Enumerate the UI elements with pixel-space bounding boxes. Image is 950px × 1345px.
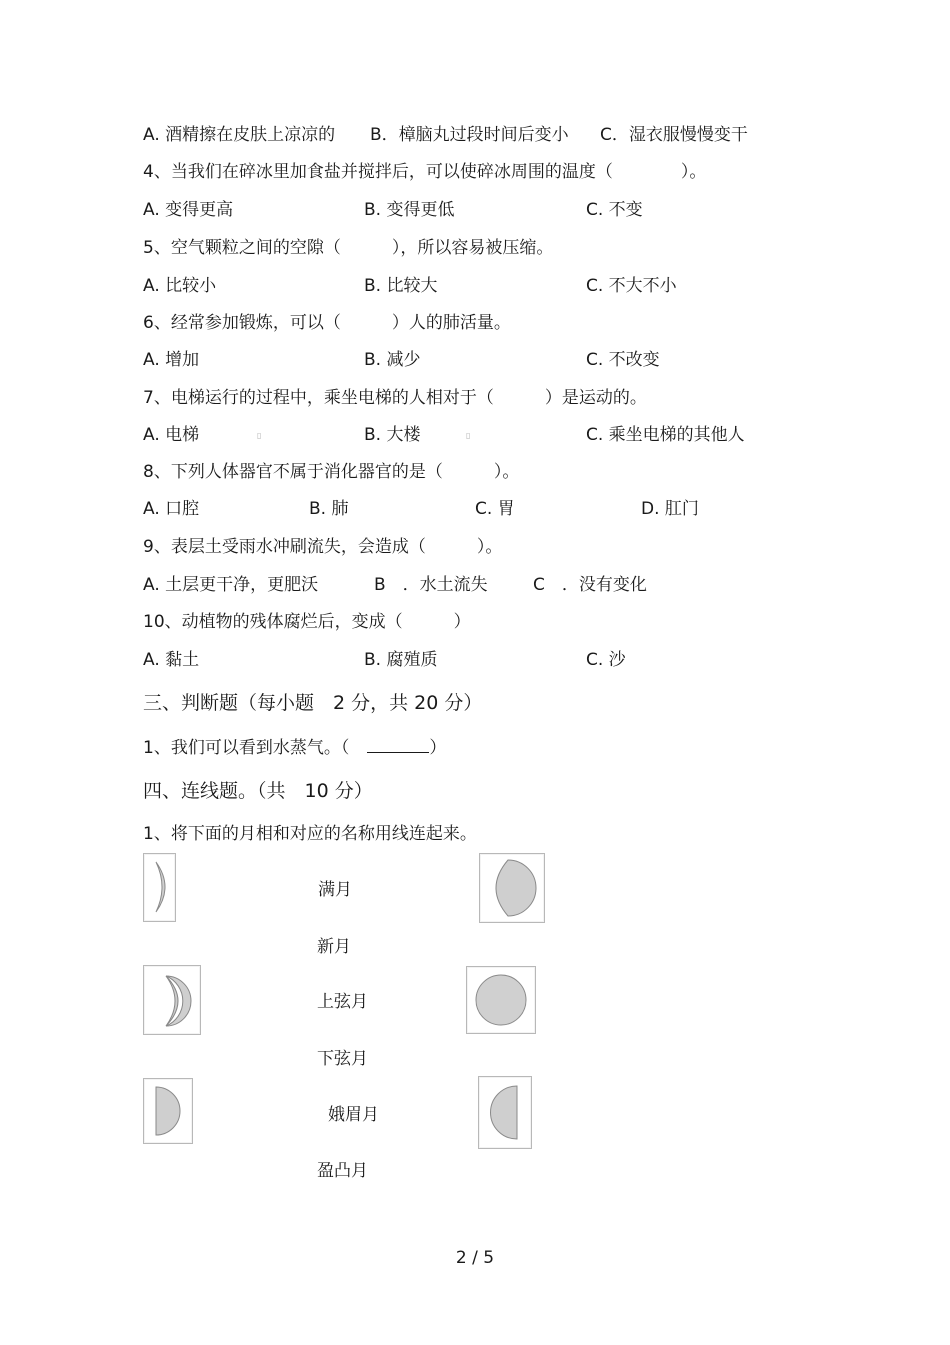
section4-q1: 1、将下面的月相和对应的名称用线连起来。: [143, 824, 477, 844]
page-number: 2 / 5: [455, 1248, 495, 1268]
q3-option-a: A. 酒精擦在皮肤上凉凉的: [143, 125, 336, 145]
gibbous-moon-icon: [480, 854, 544, 922]
section3-title: 三、判断题（每小题 2 分，共 20 分）: [143, 692, 483, 714]
q4-option-c: C. 不变: [586, 200, 643, 220]
q8-option-b: B. 肺: [309, 499, 349, 519]
q8-stem: 8、下列人体器官不属于消化器官的是（ ）。: [143, 462, 520, 482]
q4-option-a: A. 变得更高: [143, 200, 234, 220]
q10-option-a: A. 黏土: [143, 650, 200, 670]
half-moon-icon: [479, 1077, 531, 1148]
stray-mark: ▯: [466, 431, 471, 440]
moon-crescent-image: [143, 965, 201, 1035]
moon-half-image: [143, 1078, 193, 1144]
q9-option-c: C ．没有变化: [533, 575, 647, 595]
q5-option-a: A. 比较小: [143, 276, 217, 296]
moon-name-full: 满月: [318, 880, 352, 900]
q6-option-a: A. 增加: [143, 350, 200, 370]
section3-q1: [143, 736, 446, 759]
q8-option-c: C. 胃: [475, 499, 515, 519]
q10-stem: 10、动植物的残体腐烂后，变成（ ）: [143, 612, 471, 632]
q9-stem: 9、表层土受雨水冲刷流失，会造成（ ）。: [143, 537, 503, 557]
moon-name-gibbous: 盈凸月: [317, 1161, 368, 1181]
moon-name-first-quarter: 上弦月: [317, 992, 368, 1012]
q7-stem: 7、电梯运行的过程中，乘坐电梯的人相对于（ ）是运动的。: [143, 388, 647, 408]
q3-option-b: B．樟脑丸过段时间后变小: [370, 125, 569, 145]
crescent-moon-icon: [144, 966, 200, 1034]
q7-option-b: B. 大楼: [364, 425, 421, 445]
q8-option-d: D. 肛门: [641, 499, 699, 519]
q7-option-a: A. 电梯: [143, 425, 200, 445]
section3-q1-close: ）: [429, 738, 447, 758]
moon-name-last-quarter: 下弦月: [317, 1049, 368, 1069]
moon-crescent-thin-image: [143, 853, 176, 922]
q6-option-c: C. 不改变: [586, 350, 660, 370]
moon-name-new: 新月: [317, 937, 351, 957]
q6-stem: 6、经常参加锻炼，可以（ ）人的肺活量。: [143, 313, 511, 333]
crescent-moon-icon: [144, 854, 175, 921]
section3-q1-text: 1、我们可以看到水蒸气。（: [143, 738, 350, 758]
section4-title: 四、连线题。（共 10 分）: [143, 780, 373, 802]
q4-stem: 4、当我们在碎冰里加食盐并搅拌后，可以使碎冰周围的温度（ ）。: [143, 162, 707, 182]
stray-mark: ▯: [257, 431, 262, 440]
q5-stem: 5、空气颗粒之间的空隙（ ），所以容易被压缩。: [143, 238, 554, 258]
q9-option-b: B ．水土流失: [374, 575, 488, 595]
moon-last-quarter-image: [478, 1076, 532, 1149]
full-moon-icon: [467, 967, 535, 1033]
q10-option-c: C. 沙: [586, 650, 626, 670]
q4-option-b: B. 变得更低: [364, 200, 455, 220]
q9-option-a: A. 土层更干净，更肥沃: [143, 575, 319, 595]
q6-option-b: B. 减少: [364, 350, 421, 370]
moon-gibbous-image: [479, 853, 545, 923]
q10-option-b: B. 腐殖质: [364, 650, 438, 670]
q3-option-c: C．湿衣服慢慢变干: [600, 125, 748, 145]
q8-option-a: A. 口腔: [143, 499, 200, 519]
answer-blank[interactable]: [367, 736, 429, 753]
moon-full-image: [466, 966, 536, 1034]
moon-name-crescent: 娥眉月: [328, 1105, 379, 1125]
q7-option-c: C. 乘坐电梯的其他人: [586, 425, 745, 445]
half-moon-icon: [144, 1079, 192, 1143]
q5-option-c: C. 不大不小: [586, 276, 677, 296]
q5-option-b: B. 比较大: [364, 276, 438, 296]
